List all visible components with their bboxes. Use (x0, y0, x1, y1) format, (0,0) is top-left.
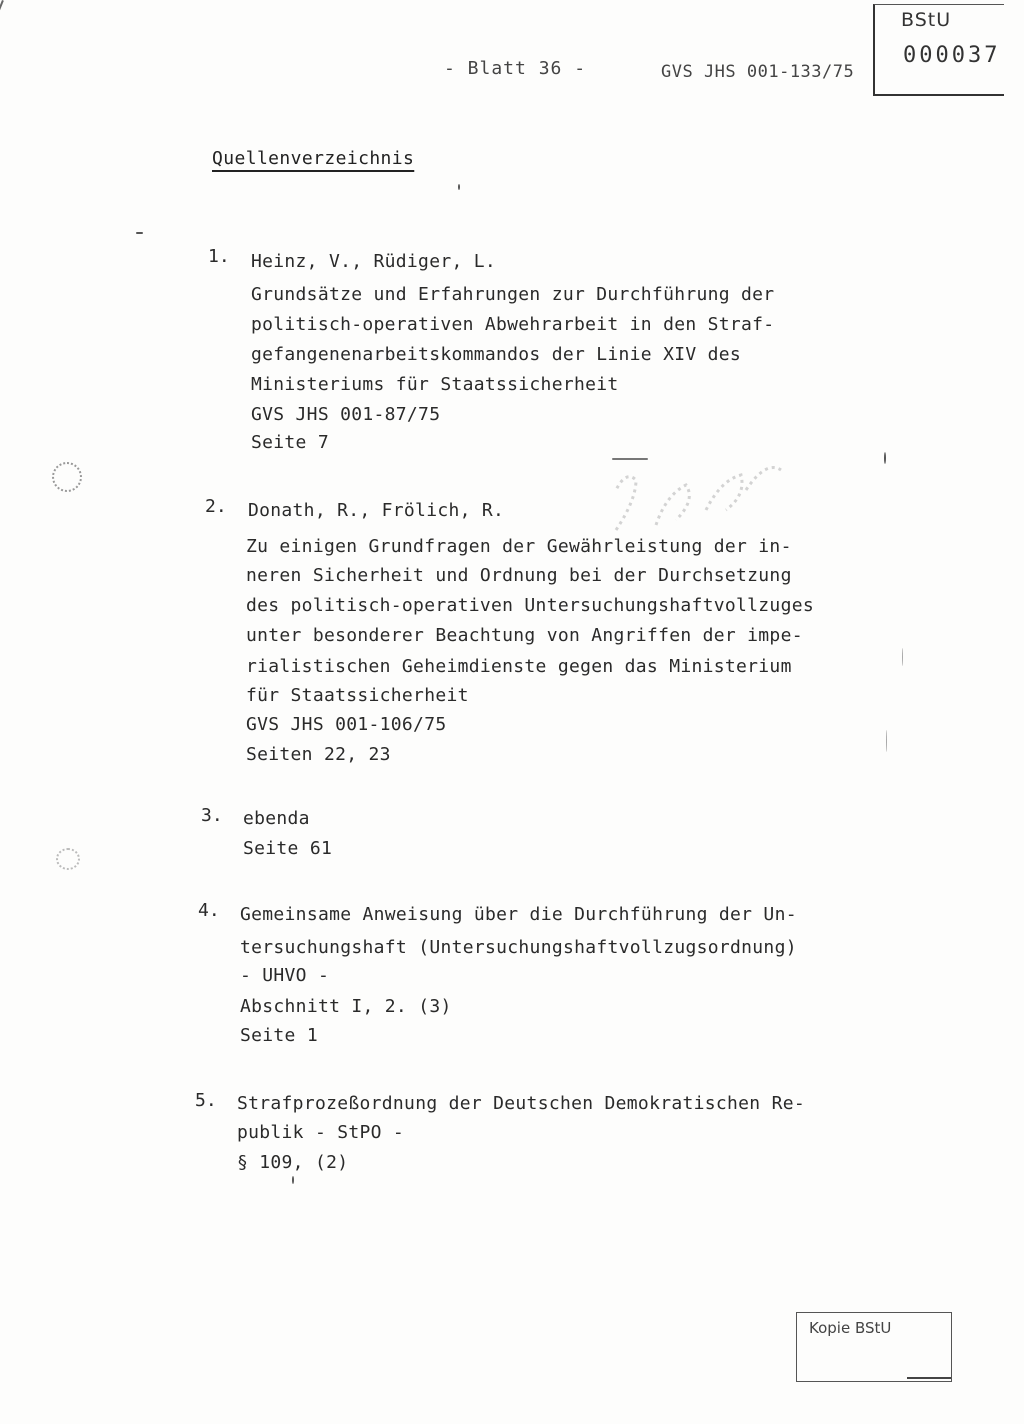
entry-number: 3. (201, 805, 223, 826)
scan-mark (0, 0, 4, 36)
entry-line: Grundsätze und Erfahrungen zur Durchführung der (251, 284, 775, 305)
entry-line: Seite 61 (243, 838, 333, 859)
entry-number: 5. (195, 1090, 217, 1111)
stamp-number: 000037 (903, 43, 1001, 68)
entry-line: GVS JHS 001-106/75 (246, 714, 447, 735)
document-reference: GVS JHS 001-133/75 (661, 62, 855, 82)
archive-stamp (873, 4, 1004, 96)
faint-stamp-impression (596, 440, 796, 550)
scan-speck (136, 232, 143, 234)
entry-number: 4. (198, 900, 220, 921)
punch-hole-mark (56, 848, 80, 870)
entry-line: § 109, (2) (237, 1152, 349, 1173)
stamp-org: BStU (901, 9, 952, 31)
entry-line: Gemeinsame Anweisung über die Durchführung der Un- (240, 904, 797, 925)
entry-line: politisch-operativen Abwehrarbeit in den Straf- (251, 314, 775, 335)
entry-line: Abschnitt I, 2. (3) (240, 996, 452, 1017)
entry-line: Donath, R., Frölich, R. (248, 500, 505, 521)
entry-line: GVS JHS 001-87/75 (251, 404, 441, 425)
scan-speck (292, 1176, 294, 1184)
entry-line: - UHVO - (240, 965, 330, 986)
page-title: Quellenverzeichnis (212, 148, 415, 169)
entry-line: des politisch-operativen Untersuchungshaftvollzuges (246, 595, 814, 616)
scan-speck (886, 730, 887, 752)
entry-line: tersuchungshaft (Untersuchungshaftvollzugsordnung) (240, 937, 797, 958)
entry-line: Seite 1 (240, 1025, 318, 1046)
scan-speck (884, 452, 886, 464)
entry-line: unter besonderer Beachtung von Angriffen der impe- (246, 625, 803, 646)
copy-stamp-label: Kopie BStU (809, 1319, 892, 1337)
entry-line: publik - StPO - (237, 1122, 405, 1143)
entry-line: ebenda (243, 808, 310, 829)
entry-line: Seiten 22, 23 (246, 744, 391, 765)
entry-line: Heinz, V., Rüdiger, L. (251, 251, 497, 272)
entry-line: neren Sicherheit und Ordnung bei der Durchsetzung (246, 565, 792, 586)
punch-hole-mark (52, 462, 82, 492)
scan-speck (902, 648, 903, 666)
copy-stamp (796, 1312, 952, 1382)
entry-line: Zu einigen Grundfragen der Gewährleistung der in- (246, 536, 792, 557)
entry-line: gefangenenarbeitskommandos der Linie XIV des (251, 344, 742, 365)
sheet-number: - Blatt 36 - (444, 58, 587, 79)
entry-line: Strafprozeßordnung der Deutschen Demokratischen Re- (237, 1093, 805, 1114)
entry-line: rialistischen Geheimdienste gegen das Ministerium (246, 656, 792, 677)
entry-line: Seite 7 (251, 432, 329, 453)
entry-line: Ministeriums für Staatssicherheit (251, 374, 619, 395)
copy-stamp-underline (907, 1377, 951, 1379)
entry-number: 2. (205, 496, 227, 517)
scan-speck (458, 184, 460, 190)
entry-number: 1. (208, 246, 230, 267)
entry-line: für Staatssicherheit (246, 685, 469, 706)
